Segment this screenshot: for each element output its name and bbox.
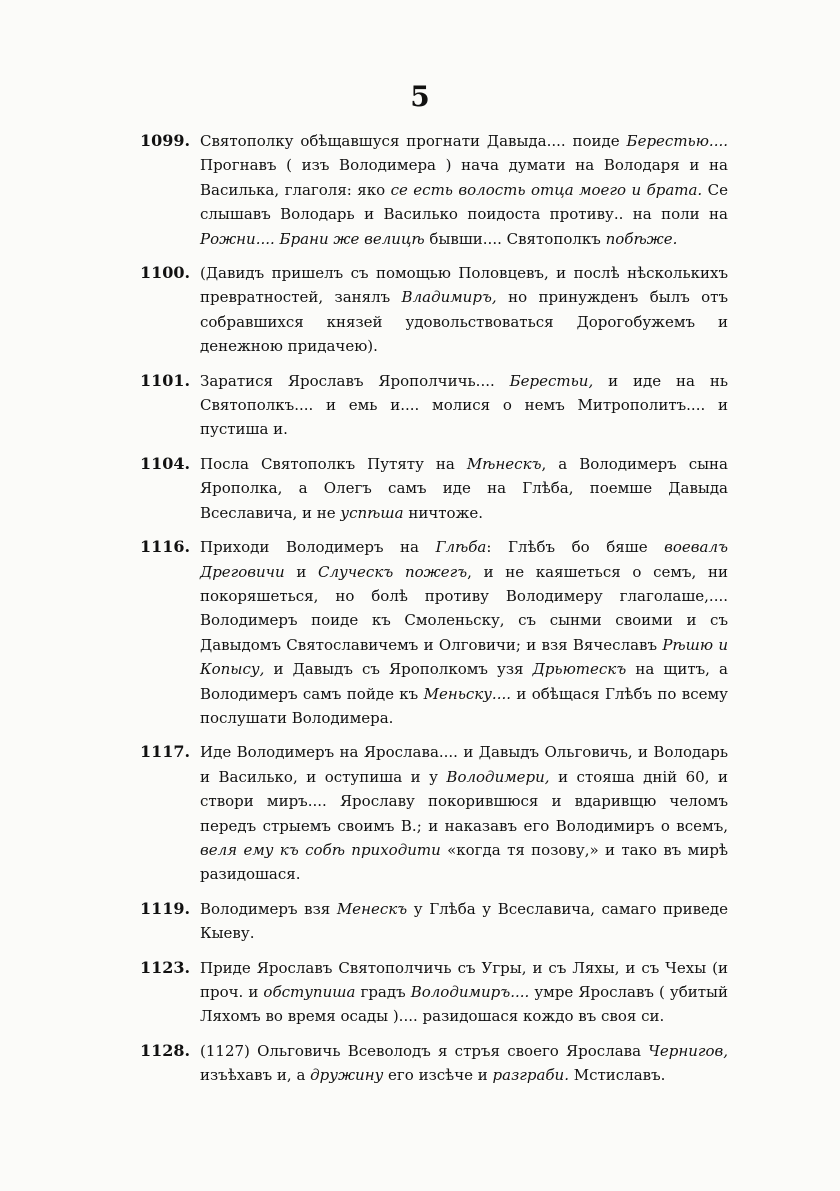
text-segment: : Глѣбъ бо бяше (486, 538, 665, 557)
text-segment: на щитъ, а Володимеръ самъ пойде къ (200, 660, 728, 703)
entry-year: 1100. (140, 263, 191, 283)
chronicle-entry (140, 452, 728, 525)
chronicle-entry (140, 535, 728, 730)
text-segment: Приходи Володимеръ на (200, 538, 436, 557)
italic-text-segment: Меньску.... (423, 684, 512, 703)
chronicle-entry (140, 129, 728, 251)
entry-text (200, 897, 728, 946)
entry-year: 1101. (140, 370, 191, 390)
text-segment: Заратися Ярославъ Ярополчичь.... (200, 371, 510, 390)
text-segment: Приде Ярославъ Святополчичь съ Угры, и съ Ляхы, и съ Чехы (и проч. и (200, 958, 728, 1001)
text-segment: Иде Володимеръ на Ярослава.... и Давыдъ Ольговичь, и Володарь и Василько, и оступиша и у (200, 743, 728, 786)
text-segment: и (284, 562, 318, 581)
text-segment: (1127) Ольговичь Всеволодъ я стръя своего Ярослава (200, 1041, 649, 1060)
entry-text (200, 369, 728, 442)
text-segment: умре Ярославъ ( убитый Ляхомъ во время осады ).... разидошася кождо въ своя си. (200, 983, 728, 1026)
text-segment: и иде на нь Святополкъ.... и емь и.... молися о немъ Митрополитъ.... и пустиша и. (200, 371, 728, 439)
italic-text-segment: Глѣба (435, 538, 487, 557)
chronicle-entry (140, 369, 728, 442)
italic-text-segment: Берестью.... (626, 132, 728, 150)
italic-text-segment: Володимиръ.... (410, 983, 530, 1001)
text-segment: градъ (355, 983, 411, 1001)
chronicle-entry (140, 740, 728, 886)
chronicle-entries (140, 129, 728, 1098)
chronicle-entry (140, 1039, 728, 1088)
entry-text (200, 452, 728, 525)
italic-text-segment: Менескъ (336, 899, 408, 918)
italic-text-segment: Володимери, (446, 767, 550, 786)
entry-text (200, 261, 728, 359)
entry-year: 1123. (140, 957, 191, 977)
italic-text-segment: Рожни.... Брани же велицѣ (200, 229, 425, 248)
text-segment: изъѣхавъ и, а (200, 1066, 311, 1085)
text-segment: и Давыдъ съ Ярополкомъ узя (264, 660, 533, 679)
italic-text-segment: Владимиръ, (401, 288, 497, 307)
text-segment: Прогнавъ ( изъ Володимера ) нача думати на Володаря и на Василька, глаголя: яко (200, 156, 728, 199)
entry-year: 1104. (140, 453, 191, 473)
italic-text-segment: Мѣнескъ (466, 454, 542, 473)
text-segment: но принужденъ былъ отъ собравшихся князей удовольствоваться Дорогобужемъ и денежною придачею). (200, 288, 729, 356)
text-segment: , и не каяшеться о семъ, ни покоряшеться, но болѣ противу Володимеру глаголаше,.... Володимеръ поиде къ Смоленьску, съ сынми своими и съ Давыдомъ Святославичемъ и Олговичи; и взя Вячеславъ (200, 562, 728, 654)
italic-text-segment: обступиша (263, 983, 356, 1001)
entry-text (200, 740, 728, 886)
text-segment: Посла Святополкъ Путяту на (200, 454, 467, 473)
italic-text-segment: побѣже. (605, 229, 678, 248)
text-segment: Володимеръ взя (200, 899, 337, 918)
italic-text-segment: Рѣшю и Копысу, (200, 635, 729, 679)
italic-text-segment: Берестьи, (509, 371, 594, 390)
entry-text (200, 535, 728, 730)
text-segment: «когда тя позову,» и тако въ мирѣ разидошася. (200, 840, 728, 884)
italic-text-segment: се есть волость отца моего и брата. (390, 180, 703, 199)
entry-year: 1116. (140, 537, 191, 557)
page-number: 5 (410, 80, 430, 113)
italic-text-segment: разграби. (492, 1066, 569, 1085)
text-segment: (Давидъ пришелъ съ помощью Половцевъ, и послѣ нѣсколькихъ превратностей, занялъ (200, 264, 728, 307)
text-segment: и стояша днiй 60, и створи миръ.... Ярославу покорившюся и вдаривщю челомъ передъ стрыемъ своимъ В.; и наказавъ его Володимиръ о всемъ, (200, 767, 728, 835)
entry-year: 1119. (140, 898, 191, 918)
entry-year: 1128. (140, 1040, 191, 1060)
chronicle-entry (140, 261, 728, 359)
italic-text-segment: дружину (310, 1066, 384, 1085)
text-segment: ничтоже. (403, 503, 484, 522)
entry-text (200, 129, 728, 251)
chronicle-entry (140, 956, 728, 1029)
text-segment: Святополку обѣщавшуся прогнати Давыда.... поиде (200, 132, 627, 150)
text-segment: , а Володимеръ сына Ярополка, а Олегъ самъ иде на Глѣба, поемше Давыда Всеславича, и не (200, 454, 728, 522)
chronicle-entry (140, 897, 728, 946)
italic-text-segment: Случескъ пожегъ (318, 562, 468, 581)
text-segment: и обѣщася Глѣбъ по всему послушати Володимера. (200, 684, 728, 727)
text-segment: у Глѣба у Всеславича, самаго приведе Кыеву. (200, 899, 729, 943)
text-segment: его изсѣче и (383, 1066, 493, 1085)
text-segment: бывши.... Святополкъ (424, 229, 606, 248)
entry-text (200, 1039, 728, 1088)
entry-year: 1117. (140, 742, 191, 762)
italic-text-segment: Дрьютескъ (532, 660, 627, 679)
text-segment: Се слышавъ Володарь и Василько поидоста противу.. на поли на (200, 180, 728, 224)
text-segment: Мстиславъ. (568, 1066, 666, 1085)
italic-text-segment: успѣша (340, 503, 404, 522)
italic-text-segment: воевалъ Дреговичи (200, 538, 729, 581)
entry-text (200, 956, 728, 1029)
italic-text-segment: веля ему къ собѣ приходити (200, 840, 441, 859)
entry-year: 1099. (140, 131, 191, 150)
italic-text-segment: Чернигов, (648, 1041, 728, 1060)
